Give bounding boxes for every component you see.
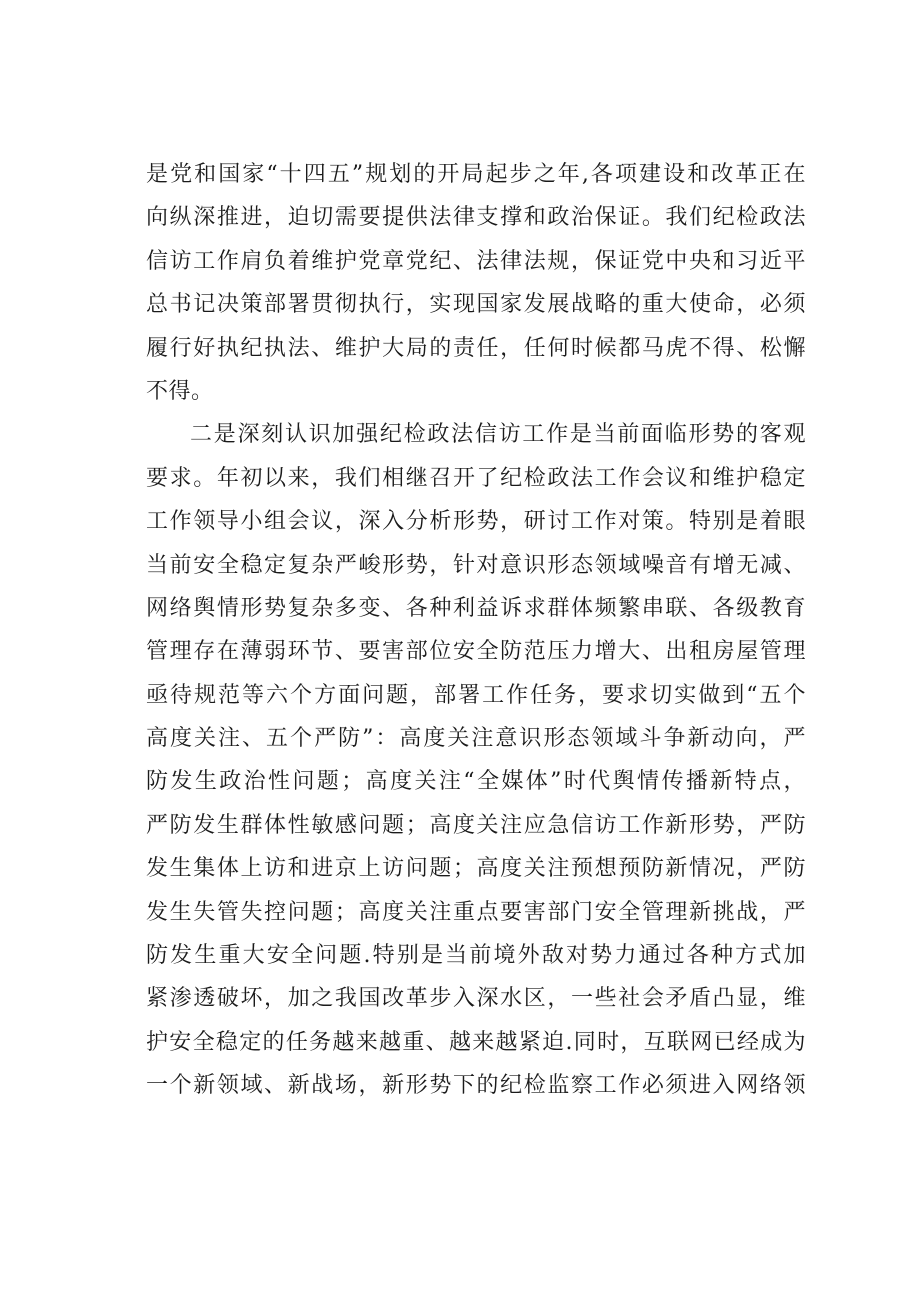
text-line: 管理存在薄弱环节、要害部位安全防范压力增大、出租房屋管理 (146, 639, 806, 665)
text-line: 向纵深推进，迫切需要提供法律支撑和政治保证。我们纪检政法 (146, 205, 806, 231)
text-line: 严防发生群体性敏感问题；高度关注应急信访工作新形势，严防 (146, 812, 806, 838)
text-line: 信访工作肩负着维护党章党纪、法律法规，保证党中央和习近平 (146, 248, 806, 274)
text-line: 紧渗透破坏，加之我国改革步入深水区，一些社会矛盾凸显，维 (146, 986, 806, 1012)
text-line: 一个新领域、新战场，新形势下的纪检监察工作必须进入网络领 (146, 1073, 806, 1099)
text-line: 防发生重大安全问题.特别是当前境外敌对势力通过各种方式加 (146, 943, 806, 969)
text-line: 是党和国家“十四五”规划的开局起步之年,各项建设和改革正在 (146, 162, 806, 187)
text-line: 二是深刻认识加强纪检政法信访工作是当前面临形势的客观 (190, 422, 806, 448)
text-line: 履行好执纪执法、维护大局的责任，任何时候都马虎不得、松懈 (146, 335, 806, 361)
text-line: 要求。年初以来，我们相继召开了纪检政法工作会议和维护稳定 (146, 465, 806, 491)
text-line: 网络舆情形势复杂多变、各种利益诉求群体频繁串联、各级教育 (146, 595, 806, 621)
text-line: 发生失管失控问题；高度关注重点要害部门安全管理新挑战，严 (146, 899, 806, 925)
text-line: 亟待规范等六个方面问题，部署工作任务，要求切实做到“五个 (146, 682, 806, 708)
text-line: 防发生政治性问题；高度关注“全媒体”时代舆情传播新特点， (146, 769, 806, 795)
paragraph-2 (146, 413, 806, 1107)
document-body (146, 153, 806, 1108)
text-line: 发生集体上访和进京上访问题；高度关注预想预防新情况，严防 (146, 856, 806, 882)
text-line: 总书记决策部署贯彻执行，实现国家发展战略的重大使命，必须 (146, 292, 806, 318)
paragraph-1 (146, 153, 806, 413)
text-line: 当前安全稳定复杂严峻形势，针对意识形态领域噪音有增无减、 (146, 552, 806, 578)
text-line: 工作领导小组会议，深入分析形势，研讨工作对策。特别是着眼 (146, 509, 806, 535)
text-line: 高度关注、五个严防”：高度关注意识形态领域斗争新动向，严 (146, 726, 806, 752)
text-line: 护安全稳定的任务越来越重、越来越紧迫.同时，互联网已经成为 (146, 1029, 806, 1055)
text-line: 不得。 (146, 378, 214, 404)
